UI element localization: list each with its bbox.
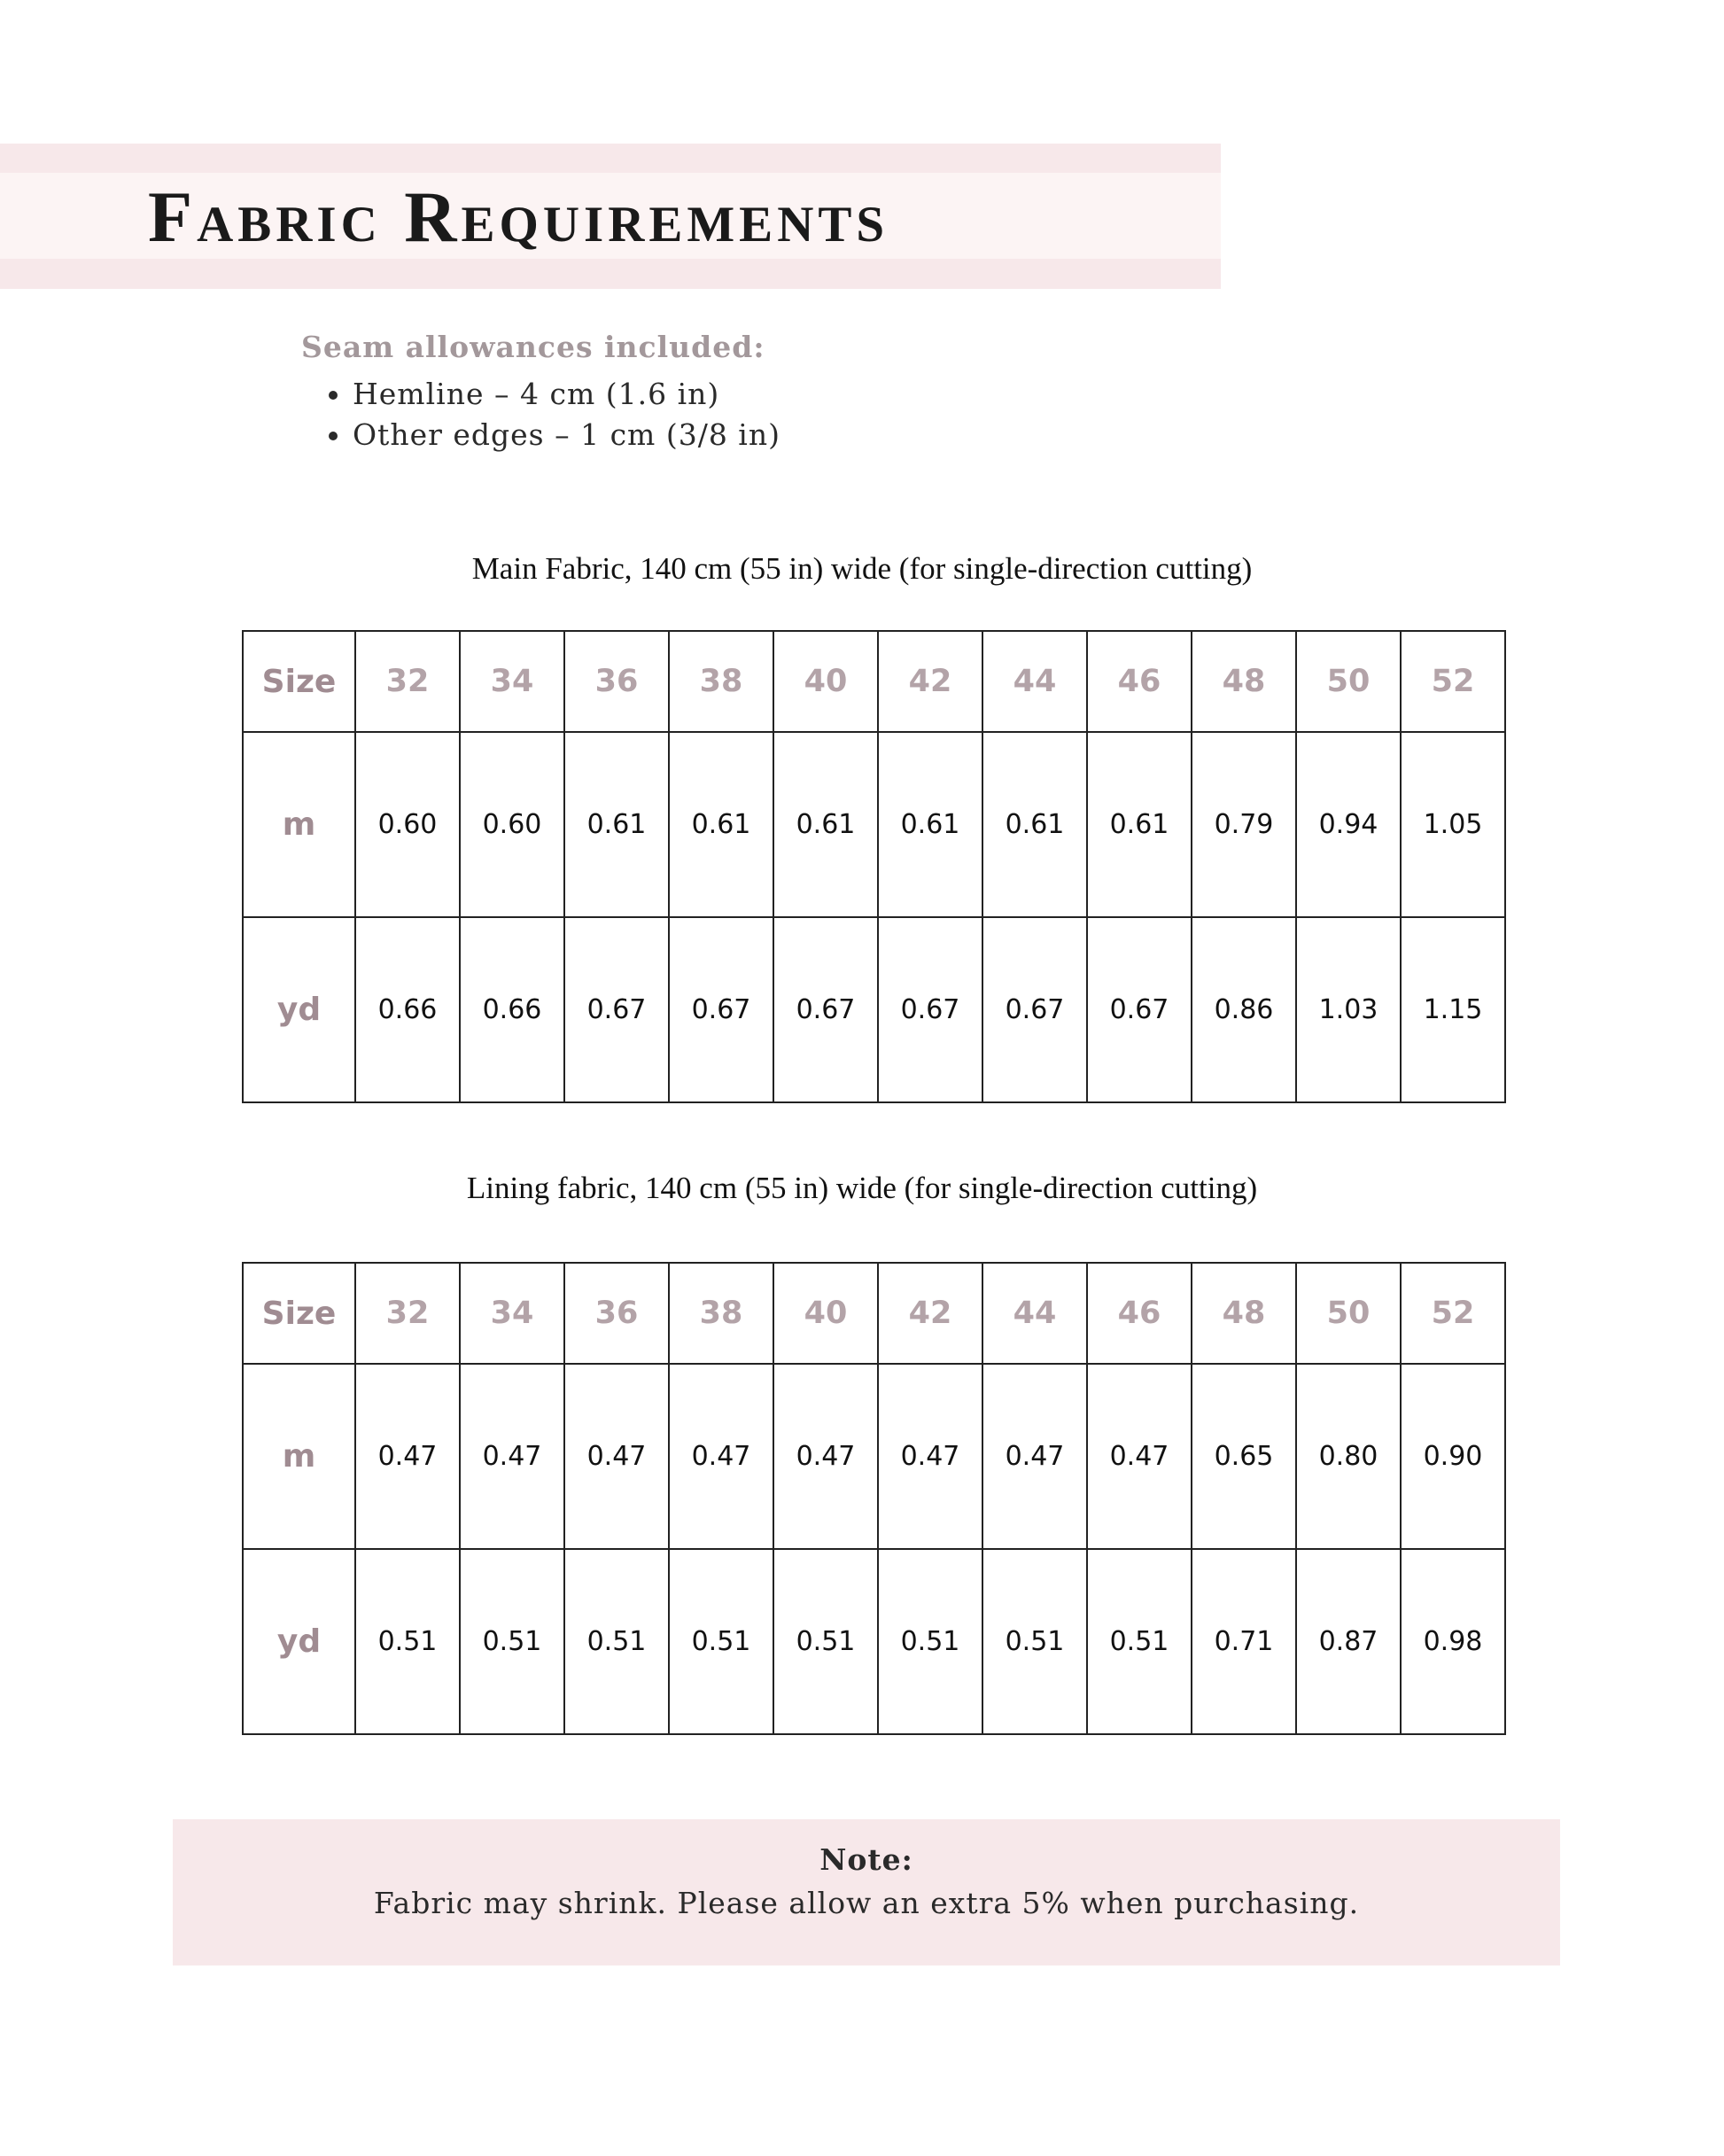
value-cell: 0.51 bbox=[355, 1549, 460, 1734]
value-cell: 1.03 bbox=[1296, 917, 1401, 1102]
size-header: 50 bbox=[1296, 1263, 1401, 1364]
value-cell: 0.61 bbox=[1087, 732, 1192, 917]
unit-label: yd bbox=[243, 917, 355, 1102]
value-cell: 0.61 bbox=[669, 732, 773, 917]
size-header: 48 bbox=[1192, 1263, 1296, 1364]
value-cell: 0.51 bbox=[1087, 1549, 1192, 1734]
unit-label: m bbox=[243, 1364, 355, 1549]
size-header: 34 bbox=[460, 631, 564, 732]
size-header: 46 bbox=[1087, 631, 1192, 732]
size-header: 50 bbox=[1296, 631, 1401, 732]
value-cell: 0.47 bbox=[460, 1364, 564, 1549]
value-cell: 0.79 bbox=[1192, 732, 1296, 917]
size-header: 36 bbox=[564, 631, 669, 732]
size-header: 44 bbox=[982, 1263, 1087, 1364]
value-cell: 0.47 bbox=[355, 1364, 460, 1549]
size-header: 44 bbox=[982, 631, 1087, 732]
table-header-row bbox=[243, 1263, 1505, 1364]
page-title: Fabric Requirements bbox=[148, 176, 889, 257]
value-cell: 0.80 bbox=[1296, 1364, 1401, 1549]
size-label: Size bbox=[243, 1263, 355, 1364]
seam-item-other-edges: • Other edges – 1 cm (3/8 in) bbox=[353, 415, 780, 455]
value-cell: 0.47 bbox=[982, 1364, 1087, 1549]
value-cell: 0.51 bbox=[564, 1549, 669, 1734]
value-cell: 0.90 bbox=[1401, 1364, 1505, 1549]
table-row-meters bbox=[243, 1364, 1505, 1549]
size-header: 36 bbox=[564, 1263, 669, 1364]
value-cell: 0.94 bbox=[1296, 732, 1401, 917]
size-header: 52 bbox=[1401, 631, 1505, 732]
size-header: 40 bbox=[773, 631, 878, 732]
value-cell: 0.61 bbox=[773, 732, 878, 917]
table-row-meters bbox=[243, 732, 1505, 917]
main-fabric-caption: Main Fabric, 140 cm (55 in) wide (for single-direction cutting) bbox=[471, 551, 1253, 586]
value-cell: 0.61 bbox=[878, 732, 982, 917]
value-cell: 0.47 bbox=[669, 1364, 773, 1549]
size-header: 34 bbox=[460, 1263, 564, 1364]
table-row-yards bbox=[243, 917, 1505, 1102]
value-cell: 0.87 bbox=[1296, 1549, 1401, 1734]
value-cell: 0.51 bbox=[878, 1549, 982, 1734]
value-cell: 0.67 bbox=[982, 917, 1087, 1102]
seam-item-hemline: • Hemline – 4 cm (1.6 in) bbox=[353, 374, 780, 415]
note-title: Note: bbox=[819, 1842, 913, 1877]
value-cell: 0.65 bbox=[1192, 1364, 1296, 1549]
value-cell: 0.67 bbox=[773, 917, 878, 1102]
value-cell: 0.60 bbox=[460, 732, 564, 917]
value-cell: 0.60 bbox=[355, 732, 460, 917]
value-cell: 1.15 bbox=[1401, 917, 1505, 1102]
value-cell: 1.05 bbox=[1401, 732, 1505, 917]
main-fabric-table bbox=[242, 630, 1506, 1103]
size-header: 38 bbox=[669, 1263, 773, 1364]
size-header: 48 bbox=[1192, 631, 1296, 732]
size-header: 42 bbox=[878, 631, 982, 732]
value-cell: 0.61 bbox=[982, 732, 1087, 917]
size-header: 52 bbox=[1401, 1263, 1505, 1364]
size-label: Size bbox=[243, 631, 355, 732]
value-cell: 0.86 bbox=[1192, 917, 1296, 1102]
value-cell: 0.61 bbox=[564, 732, 669, 917]
size-header: 40 bbox=[773, 1263, 878, 1364]
lining-fabric-table bbox=[242, 1262, 1506, 1735]
size-header: 46 bbox=[1087, 1263, 1192, 1364]
value-cell: 0.51 bbox=[669, 1549, 773, 1734]
table-row-yards bbox=[243, 1549, 1505, 1734]
value-cell: 0.71 bbox=[1192, 1549, 1296, 1734]
unit-label: yd bbox=[243, 1549, 355, 1734]
value-cell: 0.51 bbox=[773, 1549, 878, 1734]
value-cell: 0.67 bbox=[564, 917, 669, 1102]
note-box bbox=[173, 1819, 1560, 1965]
value-cell: 0.47 bbox=[564, 1364, 669, 1549]
size-header: 32 bbox=[355, 1263, 460, 1364]
table-header-row bbox=[243, 631, 1505, 732]
value-cell: 0.51 bbox=[982, 1549, 1087, 1734]
lining-fabric-caption: Lining fabric, 140 cm (55 in) wide (for single-direction cutting) bbox=[466, 1171, 1258, 1205]
value-cell: 0.47 bbox=[878, 1364, 982, 1549]
note-text: Fabric may shrink. Please allow an extra 5% when purchasing. bbox=[373, 1886, 1360, 1920]
value-cell: 0.66 bbox=[355, 917, 460, 1102]
value-cell: 0.67 bbox=[1087, 917, 1192, 1102]
value-cell: 0.67 bbox=[878, 917, 982, 1102]
size-header: 38 bbox=[669, 631, 773, 732]
size-header: 42 bbox=[878, 1263, 982, 1364]
value-cell: 0.66 bbox=[460, 917, 564, 1102]
value-cell: 0.98 bbox=[1401, 1549, 1505, 1734]
value-cell: 0.67 bbox=[669, 917, 773, 1102]
seam-allowances-list bbox=[319, 374, 780, 455]
value-cell: 0.47 bbox=[1087, 1364, 1192, 1549]
value-cell: 0.47 bbox=[773, 1364, 878, 1549]
unit-label: m bbox=[243, 732, 355, 917]
value-cell: 0.51 bbox=[460, 1549, 564, 1734]
size-header: 32 bbox=[355, 631, 460, 732]
seam-allowances-heading: Seam allowances included: bbox=[301, 330, 765, 364]
